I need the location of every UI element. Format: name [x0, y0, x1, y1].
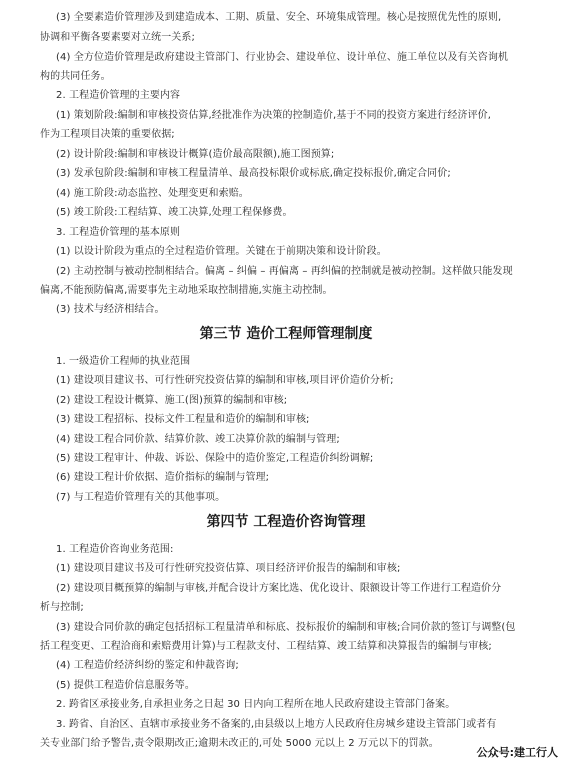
- text-line: (4) 工程造价经济纠纷的鉴定和仲裁咨询;: [56, 660, 239, 671]
- text-line: 3. 跨省、自治区、直辖市承接业务不备案的,由县级以上地方人民政府住房城乡建设主管部门或者有: [56, 719, 497, 730]
- text-line: (4) 全方位造价管理是政府建设主管部门、行业协会、建设单位、设计单位、施工单位以及有关咨询机: [56, 52, 509, 63]
- section-heading: 第四节 工程造价咨询管理: [206, 514, 366, 530]
- text-line: 1. 一级造价工程师的执业范围: [56, 356, 191, 367]
- section-heading: 第三节 造价工程师管理制度: [199, 326, 373, 342]
- text-line: 作为工程项目决策的重要依据;: [40, 129, 175, 140]
- text-line: 析与控制;: [40, 602, 84, 613]
- text-line: 偏离,不能预防偏离,需要事先主动地采取控制措施,实施主动控制。: [40, 285, 333, 296]
- text-line: 2. 跨省区承接业务,自承担业务之日起 30 日内向工程所在地人民政府建设主管部门备案。: [56, 699, 456, 710]
- text-line: (2) 建设工程设计概算、施工(图)预算的编制和审核;: [56, 395, 288, 406]
- text-line: 构的共同任务。: [40, 71, 111, 82]
- text-line: (3) 全要素造价管理涉及到建造成本、工期、质量、安全、环境集成管理。核心是按照优先性的原则,: [56, 12, 502, 23]
- text-line: 括工程变更、工程洽商和索赔费用计算)与工程款支付、工程结算、竣工结算和决算报告的编制与审核;: [40, 641, 492, 652]
- text-line: (5) 竣工阶段:工程结算、竣工决算,处理工程保修费。: [56, 207, 293, 218]
- text-line: (3) 建设工程招标、投标文件工程量和造价的编制和审核;: [56, 414, 310, 425]
- text-line: (1) 建设项目建议书、可行性研究投资估算的编制和审核,项目评价造价分析;: [56, 375, 394, 386]
- text-line: (3) 发承包阶段:编制和审核工程量清单、最高投标限价或标底,确定投标报价,确定合同价;: [56, 168, 451, 179]
- text-line: (3) 建设合同价款的确定包括招标工程量清单和标底、投标报价的编制和审核;合同价款的签订与调整(包: [56, 622, 516, 633]
- text-line: (1) 策划阶段:编制和审核投资估算,经批准作为决策的控制造价,基于不同的投资方案进行经济评价,: [56, 110, 492, 121]
- text-line: 3. 工程造价管理的基本原则: [56, 227, 181, 238]
- text-line: (4) 施工阶段:动态监控、处理变更和索赔。: [56, 188, 249, 199]
- text-line: (3) 技术与经济相结合。: [56, 304, 165, 315]
- text-line: (2) 设计阶段:编制和审核设计概算(造价最高限额),施工图预算;: [56, 149, 335, 160]
- text-line: (2) 主动控制与被动控制相结合。偏离 – 纠偏 – 再偏离 – 再纠偏的控制就是被动控制。这样做只能发现: [56, 266, 513, 277]
- text-line: 关专业部门给予警告,责令限期改正;逾期未改正的,可处 5000 元以上 2 万元以下的罚款。: [40, 738, 439, 749]
- text-line: 2. 工程造价管理的主要内容: [56, 90, 181, 101]
- text-line: (1) 以设计阶段为重点的全过程造价管理。关键在于前期决策和设计阶段。: [56, 246, 387, 257]
- text-line: (7) 与工程造价管理有关的其他事项。: [56, 492, 226, 503]
- text-line: (1) 建设项目建议书及可行性研究投资估算、项目经济评价报告的编制和审核;: [56, 563, 401, 574]
- text-line: (6) 建设工程计价依据、造价指标的编制与管理;: [56, 472, 270, 483]
- wechat-account-watermark: 公众号:建工行人: [476, 746, 558, 759]
- text-line: (2) 建设项目概预算的编制与审核,并配合设计方案比选、优化设计、限额设计等工作进行工程造价分: [56, 583, 502, 594]
- text-line: (5) 建设工程审计、仲裁、诉讼、保险中的造价鉴定,工程造价纠纷调解;: [56, 453, 374, 464]
- text-line: (4) 建设工程合同价款、结算价款、竣工决算价款的编制与管理;: [56, 434, 340, 445]
- text-line: 协调和平衡各要素要对立统一关系;: [40, 32, 195, 43]
- text-line: (5) 提供工程造价信息服务等。: [56, 680, 195, 691]
- text-line: 1. 工程造价咨询业务范围:: [56, 544, 174, 555]
